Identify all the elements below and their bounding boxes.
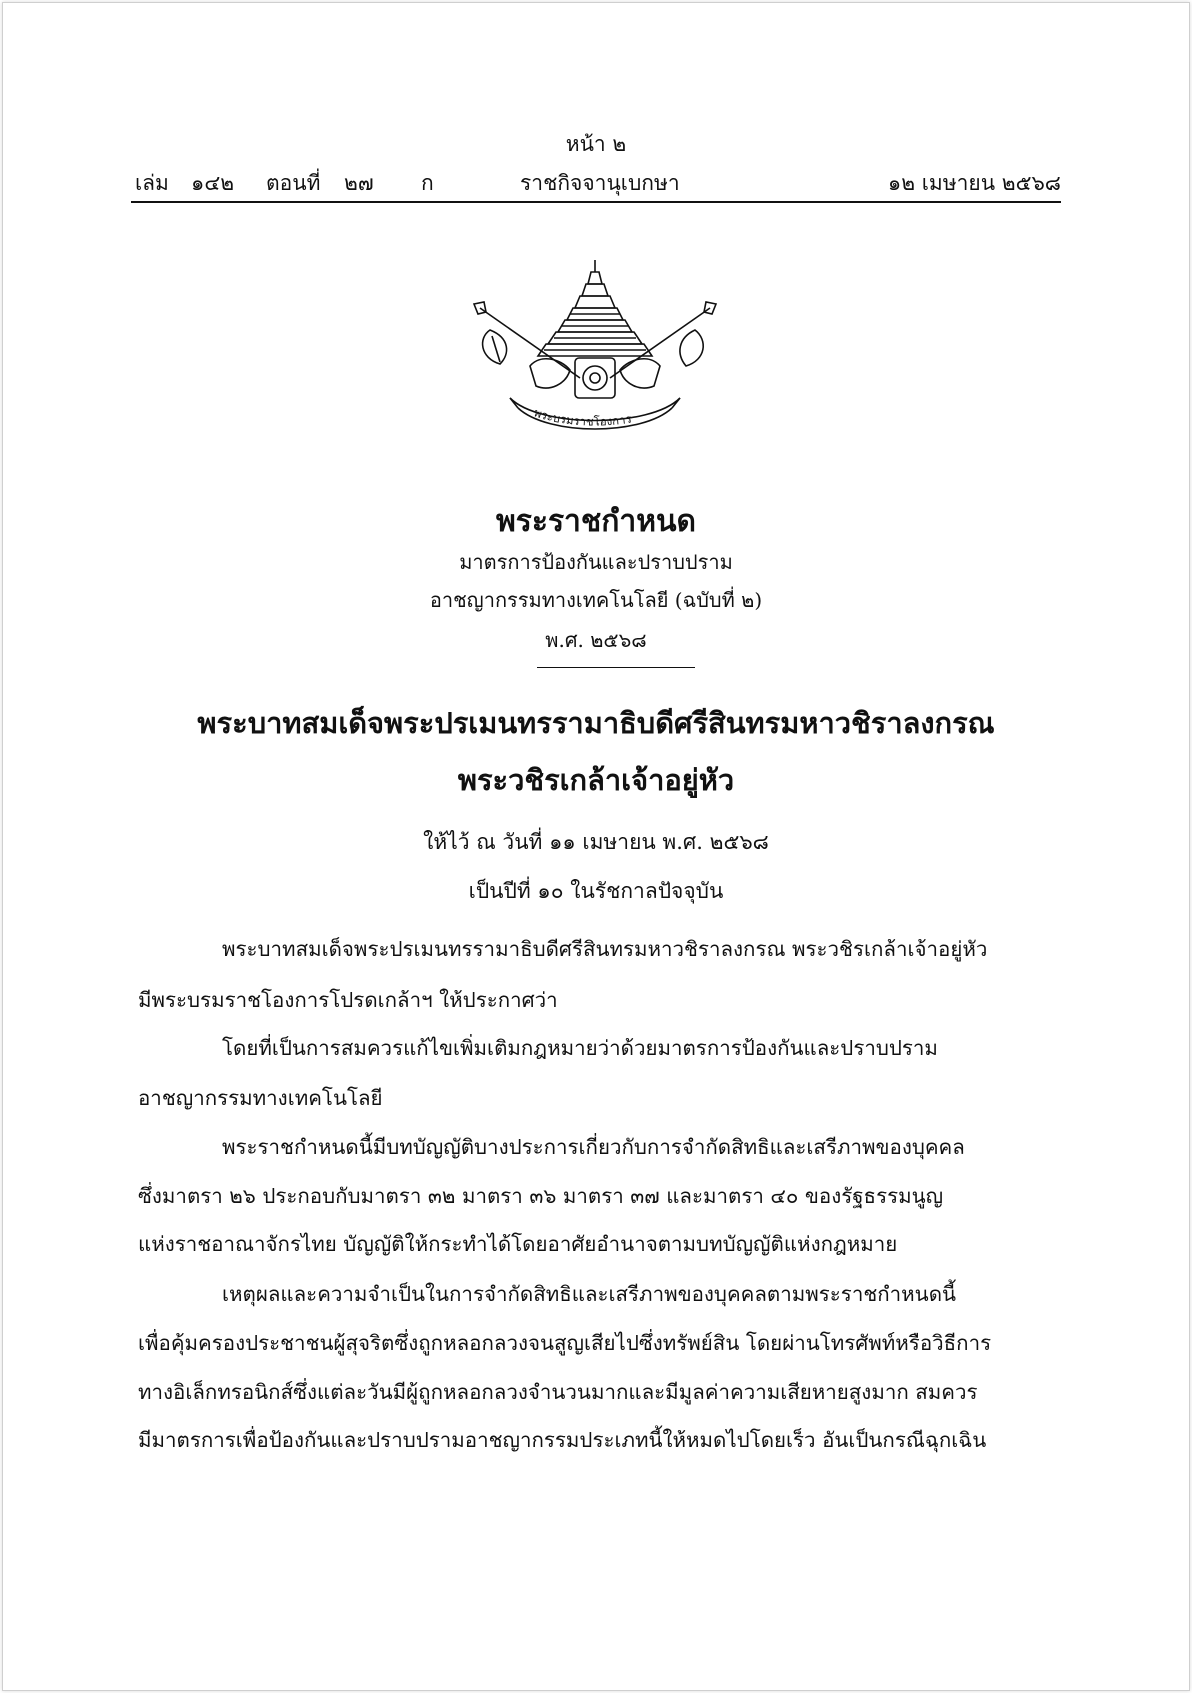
royal-emblem-icon	[470, 258, 720, 438]
king-name-line-1: พระบาทสมเด็จพระปรเมนทรรามาธิบดีศรีสินทรมหาวชิราลงกรณ	[197, 706, 995, 740]
publication-date: ๑๒ เมษายน ๒๕๖๘	[887, 171, 1061, 195]
volume-number: ๑๔๒	[191, 171, 235, 195]
decree-year: พ.ศ. ๒๕๖๘	[545, 628, 647, 652]
given-date: ให้ไว้ ณ วันที่ ๑๑ เมษายน พ.ศ. ๒๕๖๘	[423, 830, 769, 854]
king-name-line-2: พระวชิรเกล้าเจ้าอยู่หัว	[457, 763, 735, 797]
gazette-name: ราชกิจจานุเบกษา	[520, 171, 680, 195]
body-line: อาชญากรรมทางเทคโนโลยี	[138, 1086, 383, 1110]
emblem-inscription: พระบรมราชโองการ	[532, 405, 633, 429]
body-line: มีมาตรการเพื่อป้องกันและปราบปรามอาชญากรรมประเภทนี้ให้หมดไปโดยเร็ว อันเป็นกรณีฉุกเฉิน	[138, 1428, 987, 1452]
section-number: ๒๗	[344, 171, 374, 195]
body-line: เพื่อคุ้มครองประชาชนผู้สุจริตซึ่งถูกหลอกลวงจนสูญเสียไปซึ่งทรัพย์สิน โดยผ่านโทรศัพท์หรือวิธีการ	[138, 1331, 992, 1355]
volume-label: เล่ม	[135, 171, 169, 195]
decree-subtitle-1: มาตรการป้องกันและปราบปราม	[459, 550, 733, 574]
body-line: แห่งราชอาณาจักรไทย บัญญัติให้กระทำได้โดยอาศัยอำนาจตามบทบัญญัติแห่งกฎหมาย	[138, 1232, 898, 1256]
body-line: พระบาทสมเด็จพระปรเมนทรรามาธิบดีศรีสินทรมหาวชิราลงกรณ พระวชิรเกล้าเจ้าอยู่หัว	[222, 937, 988, 961]
reign-year: เป็นปีที่ ๑๐ ในรัชกาลปัจจุบัน	[468, 879, 724, 903]
body-line: มีพระบรมราชโองการโปรดเกล้าฯ ให้ประกาศว่า	[138, 988, 558, 1012]
body-line: โดยที่เป็นการสมควรแก้ไขเพิ่มเติมกฎหมายว่าด้วยมาตรการป้องกันและปราบปราม	[222, 1036, 938, 1060]
body-line: พระราชกำหนดนี้มีบทบัญญัติบางประการเกี่ยวกับการจำกัดสิทธิและเสรีภาพของบุคคล	[222, 1135, 965, 1159]
body-line: ทางอิเล็กทรอนิกส์ซึ่งแต่ละวันมีผู้ถูกหลอกลวงจำนวนมากและมีมูลค่าความเสียหายสูงมาก สมควร	[138, 1380, 978, 1404]
section-label: ตอนที่	[266, 171, 321, 195]
section-letter: ก	[421, 171, 434, 195]
gazette-header	[131, 165, 1061, 203]
decree-title: พระราชกำหนด	[495, 504, 697, 539]
decree-subtitle-2: อาชญากรรมทางเทคโนโลยี (ฉบับที่ ๒)	[429, 588, 763, 612]
title-divider	[537, 667, 695, 668]
body-line: เหตุผลและความจำเป็นในการจำกัดสิทธิและเสรีภาพของบุคคลตามพระราชกำหนดนี้	[222, 1282, 957, 1306]
svg-text:พระบรมราชโองการ	[532, 405, 632, 428]
page-number: หน้า ๒	[565, 132, 627, 156]
body-line: ซึ่งมาตรา ๒๖ ประกอบกับมาตรา ๓๒ มาตรา ๓๖ มาตรา ๓๗ และมาตรา ๔๐ ของรัฐธรรมนูญ	[138, 1184, 944, 1208]
